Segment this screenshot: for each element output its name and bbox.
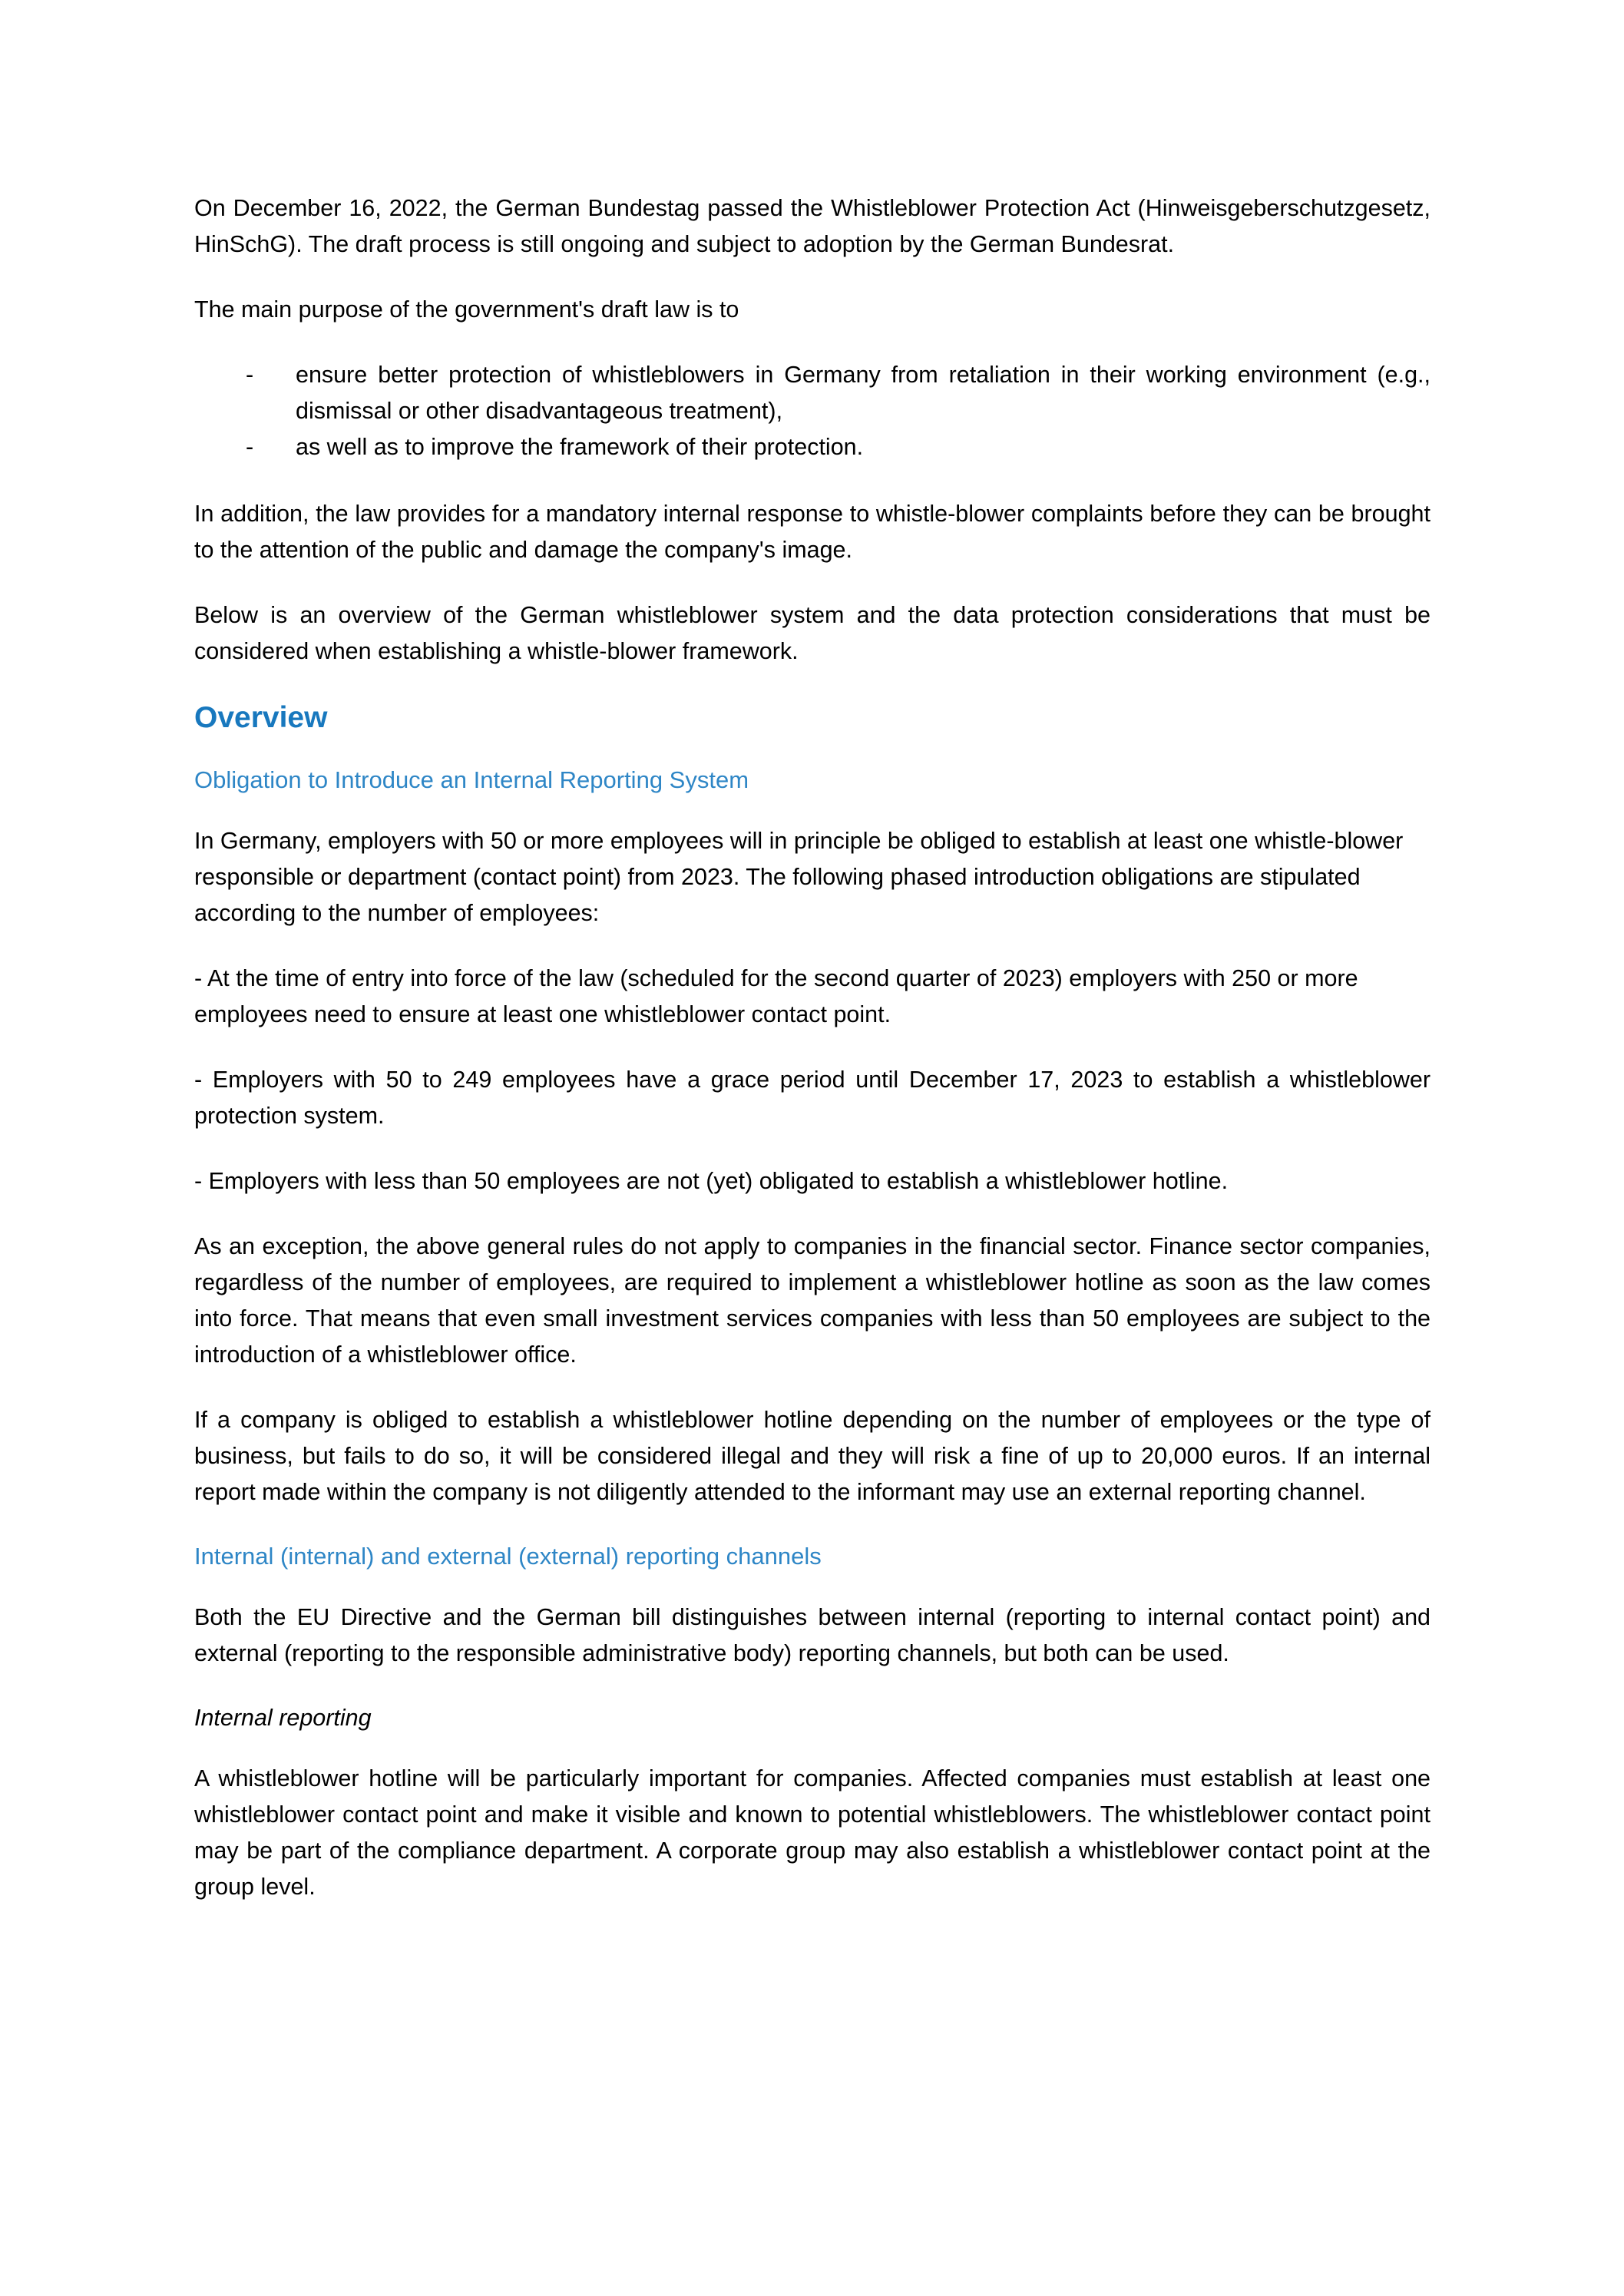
paragraph-penalty-fine: If a company is obliged to establish a whistleblower hotline depending on the number of employees or the type of business, but fails to do so, it will be considered illegal and they will risk a fine of up to 20,000 euros. If an internal report made within the company is not diligently attended to the informant may use an external reporting channel. <box>194 1407 1431 1505</box>
subheading-internal-external-reporting-channels: Internal (internal) and external (external) reporting channels <box>194 1543 822 1570</box>
document-body <box>194 190 1431 1934</box>
subheading-internal-reporting: Internal reporting <box>194 1705 372 1731</box>
paragraph-phase-under-50-employees: - Employers with less than 50 employees are not (yet) obligated to establish a whistleblower hotline. <box>194 1168 1229 1194</box>
paragraph-mandatory-internal-response: In addition, the law provides for a mandatory internal response to whistle-blower complaints before they can be brought to the attention of the public and damage the company's image. <box>194 501 1431 563</box>
paragraph-phase-50-249-employees: - Employers with 50 to 249 employees have a grace period until December 17, 2023 to establish a whistleblower protection system. <box>194 1067 1431 1129</box>
bullet-dash-icon: - <box>246 362 254 388</box>
paragraph-internal-reporting-detail: A whistleblower hotline will be particularly important for companies. Affected companies must establish at least one whistleblower contact point and make it visible and known to potential whistleblowers. The whistleblower contact point may be part of the compliance department. A corporate group may also establish a whistleblower contact point at the group level. <box>194 1765 1431 1900</box>
paragraph-germany-employers: In Germany, employers with 50 or more employees will in principle be obliged to establish at least one whistle-blower responsible or department (contact point) from 2023. The following phased introduction obligations are stipulated according to the number of employees: <box>194 828 1404 926</box>
paragraph-reporting-channels: Both the EU Directive and the German bill distinguishes between internal (reporting to internal contact point) and external (reporting to the responsible administrative body) reporting channels, but both can be used. <box>194 1604 1431 1666</box>
subheading-obligation-internal-reporting-system: Obligation to Introduce an Internal Reporting System <box>194 766 749 793</box>
bullet-dash-icon: - <box>246 434 254 460</box>
list-item-text: ensure better protection of whistleblowers in Germany from retaliation in their working environment (e.g., dismissal or other disadvantageous treatment), <box>296 362 1431 424</box>
paragraph-financial-sector-exception: As an exception, the above general rules do not apply to companies in the financial sector. Finance sector companies, regardless of the number of employees, are required to implement a whistleblower hotline as soon as the law comes into force. That means that even small investment services companies with less than 50 employees are subject to the introduction of a whistleblower office. <box>194 1233 1431 1368</box>
list-item-text: as well as to improve the framework of their protection. <box>296 434 864 460</box>
purpose-bullet-list <box>194 357 1431 465</box>
paragraph-overview-lead: Below is an overview of the German whistleblower system and the data protection considerations that must be considered when establishing a whistle-blower framework. <box>194 602 1431 664</box>
list-item <box>194 429 1431 465</box>
paragraph-phase-250-employees: - At the time of entry into force of the law (scheduled for the second quarter of 2023) employers with 250 or more employees need to ensure at least one whistleblower contact point. <box>194 965 1358 1027</box>
paragraph-purpose-lead: The main purpose of the government's draft law is to <box>194 296 739 323</box>
paragraph-intro: On December 16, 2022, the German Bundestag passed the Whistleblower Protection Act (Hinweisgeberschutzgesetz, HinSchG). The draft process is still ongoing and subject to adoption by the German Bundesrat. <box>194 195 1431 257</box>
section-heading-overview: Overview <box>194 701 328 734</box>
list-item <box>194 357 1431 429</box>
